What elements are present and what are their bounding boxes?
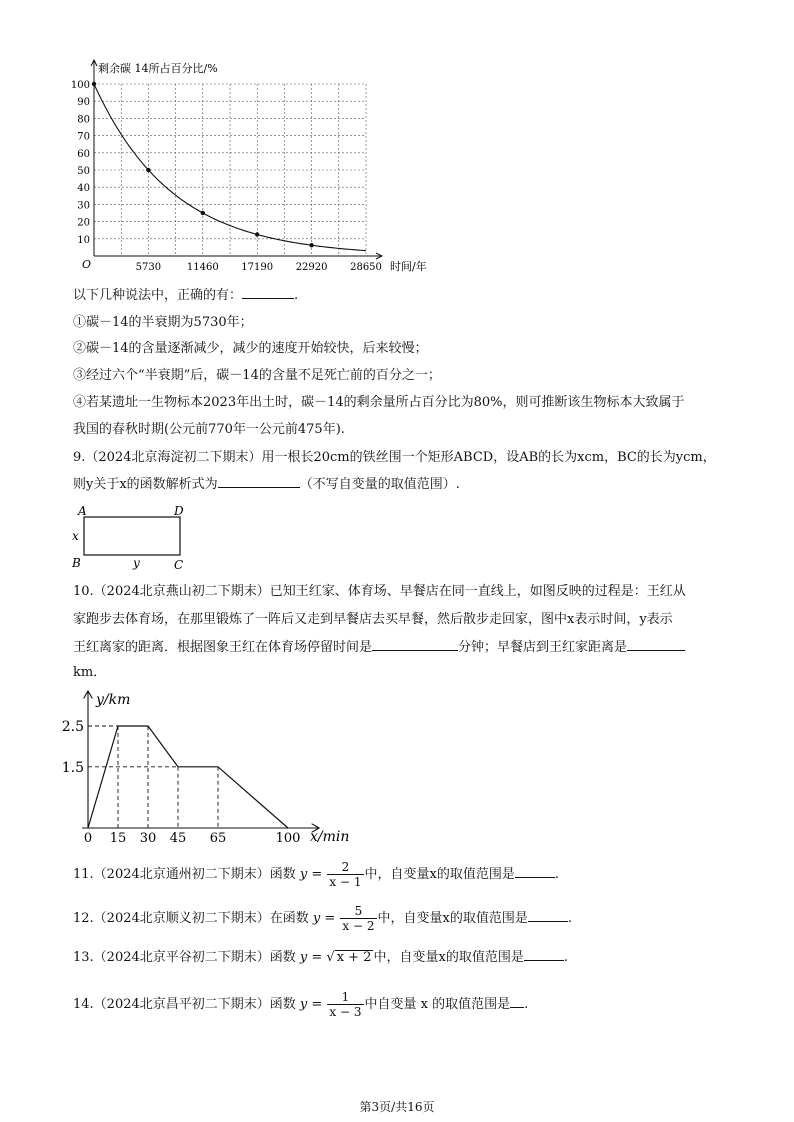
q8-end: . (294, 288, 299, 303)
q8-option-4b: 我国的春秋时期(公元前770年一公元前475年). (73, 422, 345, 437)
label-y: y (133, 556, 140, 570)
q12-fraction (340, 904, 376, 933)
q10-line-4: km． (73, 665, 107, 680)
decay-x-tick-label: 17190 (241, 262, 274, 273)
q13-prefix: 13.（2024北京平谷初二下期末）函数 (73, 950, 296, 965)
q12-line (73, 904, 572, 933)
q8-option-2: ②碳－14的含量逐渐减少，减少的速度开始较快，后来较慢； (73, 341, 428, 356)
q14-y: y = (299, 997, 323, 1012)
q14-answer-blank[interactable] (510, 995, 524, 1008)
q10-text-a: 王红离家的距离．根据图象王红在体育场停留时间是 (73, 640, 373, 655)
q11-numerator: 2 (341, 860, 350, 874)
dt-x-tick-label: 30 (139, 831, 157, 846)
q8-option-1: ①碳－14的半衰期为5730年； (73, 315, 253, 330)
q11-prefix: 11.（2024北京通州初二下期末）函数 (73, 867, 296, 882)
dt-x-tick-label: 65 (209, 831, 227, 846)
dt-xlabel: x/min (310, 829, 350, 845)
dt-x-tick-label: 0 (83, 831, 93, 846)
label-a: A (78, 504, 87, 518)
q11-suffix: 中，自变量x的取值范围是 (364, 867, 515, 882)
decay-y-tick-label: 100 (70, 80, 90, 91)
decay-y-tick-label: 30 (77, 200, 90, 212)
q11-line (73, 860, 559, 889)
q10-line-1: 10.（2024北京燕山初二下期末）已知王红家、体育场、早餐店在同一直线上，如图反映的过程是：王红从 (73, 584, 686, 599)
dt-y-tick-label: 1.5 (61, 759, 84, 776)
decay-y-tick-label: 90 (77, 97, 90, 109)
q12-answer-blank[interactable] (528, 909, 568, 922)
q11-y: y = (299, 867, 323, 882)
decay-chart-title: 剩余碳 14所占百分比/% (98, 62, 218, 75)
decay-y-tick-label: 20 (77, 217, 90, 229)
dt-x-ticks (84, 831, 301, 846)
q14-prefix: 14.（2024北京昌平初二下期末）函数 (73, 997, 296, 1012)
decay-x-ticks (136, 262, 382, 273)
decay-x-tick-label: 22920 (295, 262, 328, 273)
label-c: C (174, 558, 184, 572)
q13-radicand: x + 2 (336, 950, 372, 965)
dt-x-tick-label: 15 (109, 831, 127, 846)
q14-line (73, 990, 528, 1019)
dt-ylabel: y/km (96, 692, 131, 708)
q14-fraction (327, 990, 363, 1019)
q13-radical-sign: √ (326, 950, 335, 965)
q13-y: y = (299, 950, 323, 965)
decay-chart-xlabel: 时间/年 (390, 260, 427, 273)
dt-x-tick-label: 45 (169, 831, 187, 846)
decay-point (146, 168, 150, 172)
label-b: B (72, 556, 81, 570)
q13-answer-blank[interactable] (524, 948, 564, 961)
q8-intro: 以下几种说法中，正确的有： (73, 288, 243, 303)
decay-chart-axes (91, 60, 382, 259)
q9-line-1: 9.（2024北京海淀初二下期末）用一根长20cm的铁丝围一个矩形ABCD，设AB的长为xcm，BC的长为ycm， (73, 450, 716, 465)
decay-y-ticks (71, 80, 90, 246)
q9-answer-blank[interactable] (218, 475, 300, 488)
q9-text-a: 则y关于x的函数解析式为 (73, 477, 218, 492)
dt-dashed-guides (88, 726, 218, 828)
q13-end: . (563, 950, 568, 965)
dt-x-tick-label: 100 (275, 831, 301, 846)
q9-line-2 (73, 475, 460, 494)
q11-end: . (554, 867, 559, 882)
q14-suffix: 中自变量 x 的取值范围是 (364, 997, 511, 1012)
decay-x-tick-label: 11460 (186, 262, 219, 273)
q11-fraction (327, 860, 363, 889)
q14-denominator: x − 3 (329, 1005, 362, 1019)
distance-time-chart (61, 688, 366, 846)
q8-option-3: ③经过六个“半衰期”后，碳－14的含量不足死亡前的百分之一； (73, 368, 441, 383)
q12-suffix: 中，自变量x的取值范围是 (377, 911, 528, 926)
decay-y-tick-label: 80 (77, 114, 90, 126)
q12-numerator: 5 (354, 904, 363, 918)
q12-prefix: 12.（2024北京顺义初二下期末）在函数 (73, 911, 309, 926)
q10-line-2: 家跑步去体育场，在那里锻炼了一阵后又走到早餐店去买早餐，然后散步走回家，图中x表示时间，y表示 (73, 612, 673, 627)
decay-chart (60, 56, 440, 278)
q14-numerator: 1 (341, 990, 350, 1004)
q9-text-b: （不写自变量的取值范围）. (299, 477, 460, 492)
q12-denominator: x − 2 (342, 919, 375, 933)
decay-y-tick-label: 60 (77, 148, 90, 160)
q10-line-3 (73, 638, 685, 657)
q8-answer-blank[interactable] (242, 286, 294, 299)
decay-x-tick-label: 28650 (350, 262, 382, 273)
decay-point (201, 211, 205, 215)
decay-y-tick-label: 70 (77, 131, 90, 143)
q8-option-4a: ④若某遗址一生物标本2023年出土时，碳－14的剩余量所占百分比为80%，则可推断该生物标本大致属于 (73, 395, 685, 410)
q10-blank-1[interactable] (372, 638, 458, 651)
label-d: D (174, 504, 184, 518)
dt-y-ticks (62, 719, 84, 776)
decay-chart-grid (94, 84, 366, 256)
q13-suffix: 中，自变量x的取值范围是 (373, 950, 524, 965)
decay-x-tick-label: 5730 (135, 262, 162, 273)
rectangle-figure (70, 500, 200, 572)
q12-end: . (567, 911, 572, 926)
q13-line (73, 948, 568, 967)
decay-y-tick-label: 50 (77, 166, 90, 177)
decay-point (309, 243, 313, 247)
q11-denominator: x − 1 (329, 875, 362, 889)
q14-end: . (524, 997, 529, 1012)
q10-text-b: 分钟；早餐店到王红家距离是 (458, 640, 628, 655)
q8-intro-line (73, 286, 298, 305)
q10-blank-2[interactable] (627, 638, 685, 651)
decay-point (255, 232, 259, 236)
decay-point (92, 82, 96, 86)
decay-chart-origin: O (82, 258, 92, 271)
dt-y-tick-label: 2.5 (61, 719, 84, 735)
label-x: x (72, 529, 79, 543)
page-footer: 第3页/共16页 (359, 1100, 435, 1114)
rectangle-abcd (84, 517, 180, 555)
decay-y-tick-label: 10 (77, 234, 90, 246)
decay-y-tick-label: 40 (77, 183, 90, 195)
q12-y: y = (312, 911, 336, 926)
q11-answer-blank[interactable] (515, 865, 555, 878)
